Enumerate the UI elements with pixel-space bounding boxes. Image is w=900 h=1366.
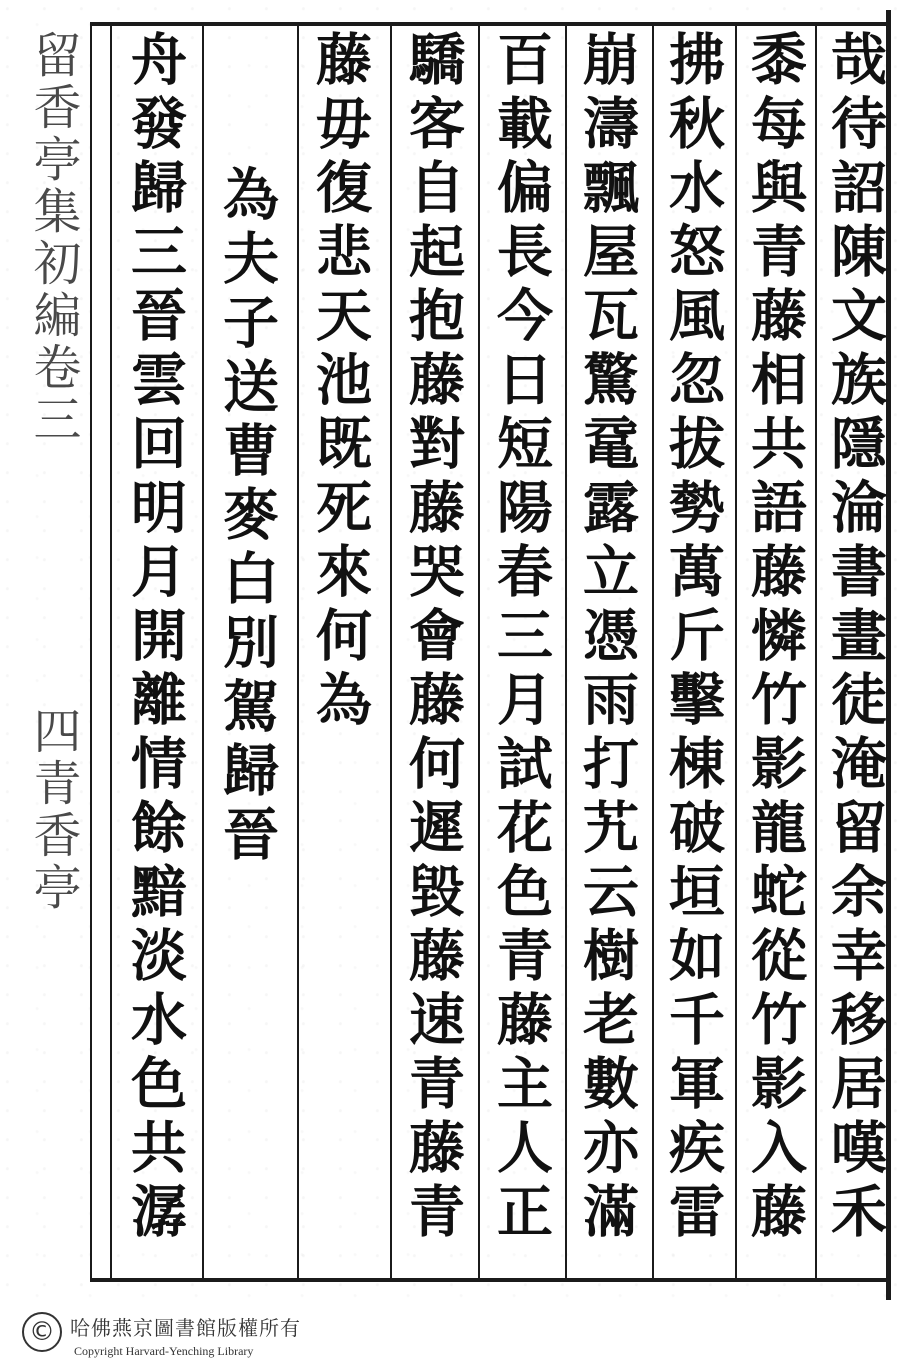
text-column-9: 舟發歸三晉雲回明月開離情餘黯淡水色共潺 <box>122 30 188 1246</box>
text-column-3: 拂秋水怒風忽拔勢萬斤擊棟破垣如千軍疾雷 <box>660 30 726 1246</box>
margin-block <box>25 30 88 1280</box>
credit-english: Copyright Harvard-Yenching Library <box>74 1344 254 1358</box>
column-rule <box>110 26 112 1278</box>
margin-title: 留香亭集初編 <box>25 30 81 342</box>
column-rule <box>478 26 480 1278</box>
copyright-footer <box>0 1300 900 1366</box>
text-column-4: 崩濤飄屋瓦驚鼋露立憑雨打艽云樹老數亦滿 <box>574 30 640 1246</box>
text-column-2: 黍每與青藤相共語藤憐竹影龍蛇從竹影入藤 <box>742 30 808 1246</box>
text-column-1: 哉待詔陳文族隱淪書畫徒淹留余幸移居嘆禾 <box>822 30 888 1246</box>
margin-volume: 卷三 <box>25 342 81 446</box>
top-border <box>90 22 890 26</box>
column-rule <box>297 26 299 1278</box>
credit-chinese: 哈佛燕京圖書館版權所有 <box>70 1316 301 1340</box>
column-rule <box>202 26 204 1278</box>
margin-rule <box>90 26 92 1278</box>
copyright-icon: © <box>22 1312 62 1352</box>
text-column-6: 驕客自起抱藤對藤哭會藤何遲毀藤速青藤青 <box>400 30 466 1246</box>
column-rule <box>652 26 654 1278</box>
poem-title-column: 為夫子送曹麥白別駕歸晉 <box>214 165 280 869</box>
column-rule <box>735 26 737 1278</box>
column-rule <box>565 26 567 1278</box>
text-column-5: 百載偏長今日短陽春三月試花色青藤主人正 <box>488 30 554 1246</box>
margin-imprint: 青香亭 <box>25 758 81 914</box>
text-column-7: 藤毋復悲天池既死來何為 <box>307 30 373 734</box>
margin-page-label: 四 <box>25 706 81 758</box>
column-rule <box>390 26 392 1278</box>
column-rule <box>815 26 817 1278</box>
